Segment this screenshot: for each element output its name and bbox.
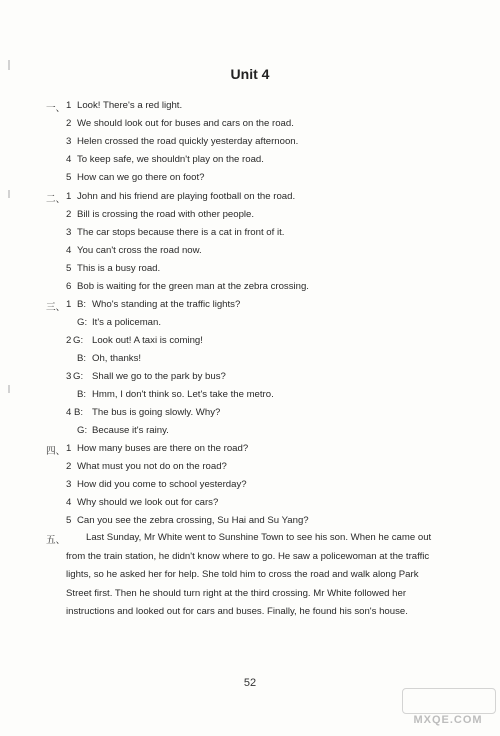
page-title: Unit 4 xyxy=(230,66,270,82)
item-number: 1 xyxy=(66,299,72,310)
dialogue-line: Shall we go to the park by bus? xyxy=(92,371,226,382)
item-text: How many buses are there on the road? xyxy=(77,443,249,454)
item-text: Bill is crossing the road with other people. xyxy=(77,209,255,220)
dialogue-line: The bus is going slowly. Why? xyxy=(92,407,221,418)
section-label: 二、 xyxy=(46,194,66,205)
item-number: 4 xyxy=(66,407,72,418)
item-number: 2 xyxy=(66,118,72,129)
section-label: 三、 xyxy=(46,302,66,313)
item-text: This is a busy road. xyxy=(77,263,161,274)
speaker-label: B: xyxy=(77,389,87,400)
item-number: 3 xyxy=(66,227,72,238)
item-number: 4 xyxy=(66,245,72,256)
item-text: Look! There's a red light. xyxy=(77,100,183,111)
speaker-label: B: xyxy=(74,407,84,418)
dialogue-line: Who's standing at the traffic lights? xyxy=(92,299,241,310)
item-number: 2 xyxy=(66,335,72,346)
item-number: 5 xyxy=(66,515,72,526)
item-number: 4 xyxy=(66,497,72,508)
item-text: John and his friend are playing football on the road. xyxy=(77,191,296,202)
speaker-label: G: xyxy=(77,317,88,328)
item-text: How can we go there on foot? xyxy=(77,172,205,183)
item-text: Helen crossed the road quickly yesterday afternoon. xyxy=(77,136,299,147)
speaker-label: G: xyxy=(77,425,88,436)
item-number: 3 xyxy=(66,371,72,382)
item-number: 4 xyxy=(66,154,72,165)
item-number: 5 xyxy=(66,263,72,274)
item-number: 3 xyxy=(66,479,72,490)
watermark xyxy=(402,688,494,728)
item-number: 6 xyxy=(66,281,72,292)
item-text: Why should we look out for cars? xyxy=(77,497,219,508)
page-number: 52 xyxy=(243,677,257,689)
item-text: The car stops because there is a cat in front of it. xyxy=(77,227,285,238)
speaker-label: B: xyxy=(77,353,87,364)
item-number: 5 xyxy=(66,172,72,183)
dialogue-line: It's a policeman. xyxy=(92,317,162,328)
dialogue-line: Look out! A taxi is coming! xyxy=(92,335,203,346)
item-number: 1 xyxy=(66,100,72,111)
speaker-label: G: xyxy=(73,335,84,346)
scan-edge-mark xyxy=(8,385,10,393)
section-label: 四、 xyxy=(46,446,66,457)
watermark-text: MXQE.COM xyxy=(413,714,483,726)
item-text: We should look out for buses and cars on the road. xyxy=(77,118,294,129)
passage-text: Last Sunday, Mr White went to Sunshine Town to see his son. When he came out from the train station, he didn't know where to go. He saw a policewoman at the traffic lights, so he asked her for help. She told him to cross the road and walk along Park Street first. Then he should turn right at the third crossing. Mr White followed her instructions and looked out for cars and buses. Finally, he found his son's house. xyxy=(66,532,432,618)
item-text: Can you see the zebra crossing, Su Hai and Su Yang? xyxy=(77,515,309,526)
item-text: What must you not do on the road? xyxy=(77,461,227,472)
section-label: 一、 xyxy=(46,103,66,114)
item-text: Bob is waiting for the green man at the zebra crossing. xyxy=(77,281,309,292)
dialogue-line: Oh, thanks! xyxy=(92,353,142,364)
section-label: 五、 xyxy=(46,535,66,546)
dialogue-line: Because it's rainy. xyxy=(92,425,169,436)
speaker-label: B: xyxy=(77,299,87,310)
watermark-logo-icon xyxy=(402,688,496,714)
item-text: To keep safe, we shouldn't play on the road. xyxy=(77,154,264,165)
item-number: 1 xyxy=(66,443,72,454)
dialogue-line: Hmm, I don't think so. Let's take the metro. xyxy=(92,389,274,400)
passage xyxy=(66,529,440,622)
item-text: You can't cross the road now. xyxy=(77,245,202,256)
item-number: 2 xyxy=(66,461,72,472)
item-number: 2 xyxy=(66,209,72,220)
item-number: 1 xyxy=(66,191,72,202)
scan-edge-mark xyxy=(8,190,10,198)
item-number: 3 xyxy=(66,136,72,147)
speaker-label: G: xyxy=(73,371,84,382)
item-text: How did you come to school yesterday? xyxy=(77,479,247,490)
